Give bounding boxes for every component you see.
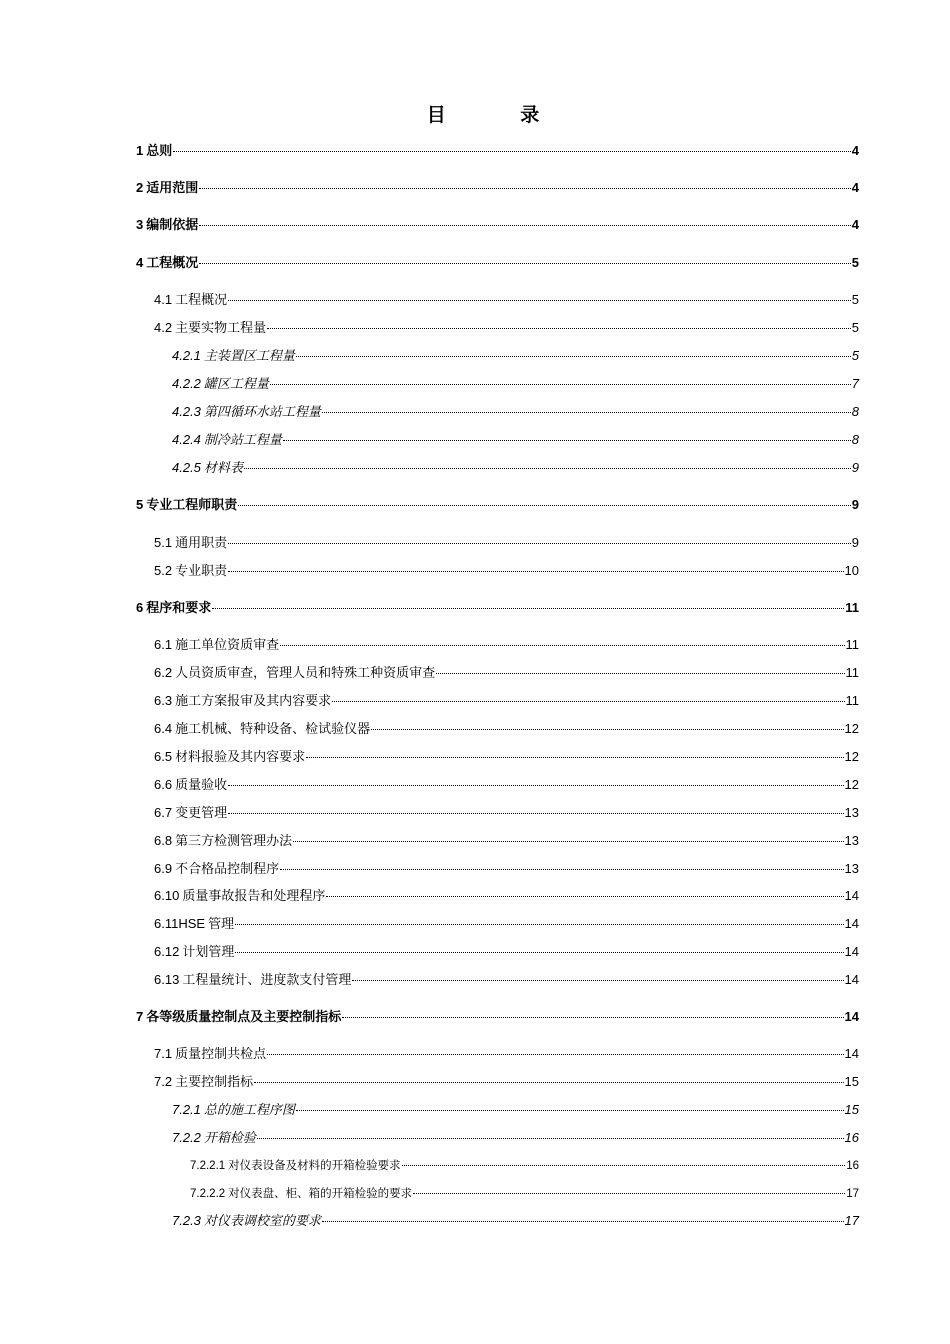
toc-entry-number: 6 [136, 600, 144, 615]
toc-dot-leader [199, 187, 851, 189]
toc-entry-number: 7.2.1 [172, 1102, 201, 1117]
toc-dot-leader [228, 542, 851, 544]
toc-entry-label: 第四循环水站工程量 [203, 404, 321, 419]
toc-page-number: 5 [851, 292, 859, 307]
toc-dot-leader [267, 327, 851, 329]
toc-dot-leader [280, 868, 843, 870]
toc-page-number: 14 [844, 888, 859, 903]
toc-entry-label: 工程概况 [175, 292, 228, 307]
toc-dot-leader [296, 1109, 844, 1111]
toc-entry[interactable] [136, 1007, 859, 1027]
toc-dot-leader [257, 1137, 844, 1139]
toc-entry[interactable] [154, 942, 859, 962]
toc-entry[interactable] [154, 803, 859, 823]
toc-entry-label: 各等级质量控制点及主要控制指标 [146, 1009, 342, 1024]
toc-page-number: 9 [851, 497, 859, 512]
toc-page-number: 9 [851, 535, 859, 550]
toc-entry-number: 4.2.2 [172, 376, 201, 391]
toc-page-number: 12 [844, 777, 859, 792]
toc-entry-number: 6.11HSE [154, 916, 206, 931]
toc-entry[interactable] [154, 859, 859, 879]
toc-entry[interactable] [154, 1044, 859, 1064]
toc-entry-label: 通用职责 [175, 535, 228, 550]
toc-page-number: 5 [851, 348, 859, 363]
toc-entry-label: 施工单位资质审查 [175, 637, 280, 652]
toc-dot-leader [296, 355, 851, 357]
toc-dot-leader [402, 1164, 846, 1166]
toc-entry-number: 6.4 [154, 721, 173, 736]
toc-page-number: 16 [844, 1130, 859, 1145]
toc-entry-label: 材料表 [203, 460, 243, 475]
toc-dot-leader [228, 784, 843, 786]
toc-page-number: 8 [851, 404, 859, 419]
toc-entry-number: 2 [136, 180, 144, 195]
toc-entry[interactable] [154, 663, 859, 683]
toc-dot-leader [306, 756, 843, 758]
toc-entry[interactable] [136, 253, 859, 273]
toc-dot-leader [322, 411, 851, 413]
toc-entry-label: 工程概况 [146, 255, 199, 270]
toc-entry[interactable] [154, 775, 859, 795]
toc-dot-leader [332, 700, 844, 702]
toc-entry[interactable] [172, 402, 859, 422]
toc-dot-leader [280, 644, 844, 646]
toc-entry-label: 总的施工程序图 [203, 1102, 295, 1117]
toc-entry-number: 4.2.4 [172, 432, 201, 447]
toc-entry[interactable] [154, 561, 859, 581]
toc-entry[interactable] [172, 374, 859, 394]
toc-entry[interactable] [154, 635, 859, 655]
toc-page-number: 9 [851, 460, 859, 475]
toc-entry-number: 7.2.2.2 [190, 1188, 226, 1200]
toc-entry-label: 主要实物工程量 [175, 320, 267, 335]
toc-page-number: 10 [844, 563, 859, 578]
toc-entry-number: 7.2 [154, 1074, 173, 1089]
toc-dot-leader [199, 224, 851, 226]
toc-page-number: 8 [851, 432, 859, 447]
toc-page-number: 5 [851, 320, 859, 335]
toc-page-number: 14 [844, 1046, 859, 1061]
toc-entry-label: 适用范围 [146, 180, 199, 195]
toc-entry-label: 开箱检验 [203, 1130, 256, 1145]
toc-entry-number: 4.2.3 [172, 404, 201, 419]
toc-dot-leader [326, 895, 843, 897]
toc-entry-label: 专业职责 [175, 563, 228, 578]
toc-entry-number: 6.3 [154, 693, 173, 708]
toc-entry-number: 6.13 [154, 972, 180, 987]
toc-entry-label: 计划管理 [182, 944, 235, 959]
toc-page-number: 4 [851, 180, 859, 195]
toc-entry[interactable] [172, 430, 859, 450]
toc-entry-number: 4 [136, 255, 144, 270]
toc-entry[interactable] [136, 495, 859, 515]
toc-entry[interactable] [154, 691, 859, 711]
toc-entry[interactable] [154, 831, 859, 851]
toc-page-number: 12 [844, 721, 859, 736]
toc-entry-number: 6.9 [154, 861, 173, 876]
toc-dot-leader [244, 467, 851, 469]
toc-dot-leader [413, 1192, 845, 1194]
toc-entry-label: 质量验收 [175, 777, 228, 792]
toc-entry-number: 4.2.5 [172, 460, 201, 475]
toc-page-number: 11 [845, 693, 859, 708]
toc-entry-label: 制冷站工程量 [203, 432, 282, 447]
toc-entry[interactable] [172, 458, 859, 478]
toc-entry-number: 1 [136, 143, 144, 158]
toc-page-number: 14 [844, 944, 859, 959]
toc-page-number: 14 [844, 916, 859, 931]
toc-entry-label: 质量事故报告和处理程序 [182, 888, 326, 903]
toc-entry-number: 7.1 [154, 1046, 173, 1061]
toc-entry-label: 质量控制共检点 [175, 1046, 267, 1061]
toc-entry-label: 主装置区工程量 [203, 348, 295, 363]
toc-entry-number: 6.8 [154, 833, 173, 848]
toc-entry[interactable] [172, 346, 859, 366]
toc-entry-label: 施工方案报审及其内容要求 [175, 693, 332, 708]
toc-entry[interactable] [154, 747, 859, 767]
toc-entry-number: 6.1 [154, 637, 173, 652]
toc-page-number: 14 [844, 1009, 859, 1024]
toc-entry[interactable] [154, 290, 859, 310]
toc-entry-number: 7.2.2 [172, 1130, 201, 1145]
toc-dot-leader [436, 672, 844, 674]
toc-entry[interactable] [154, 914, 859, 934]
toc-entry[interactable] [154, 318, 859, 338]
toc-entry[interactable] [154, 533, 859, 553]
toc-dot-leader [254, 1081, 843, 1083]
toc-page-number: 13 [844, 805, 859, 820]
toc-dot-leader [228, 299, 851, 301]
toc-page-number: 14 [844, 972, 859, 987]
toc-entry-number: 6.10 [154, 888, 180, 903]
toc-entry-label: 总则 [146, 143, 173, 158]
toc-entry[interactable] [136, 141, 859, 161]
toc-entry-label: 罐区工程量 [203, 376, 269, 391]
toc-entry-label: 对仪表盘、柜、箱的开箱检验的要求 [228, 1188, 413, 1200]
toc-entry-number: 6.12 [154, 944, 180, 959]
toc-entry-label: 材料报验及其内容要求 [175, 749, 306, 764]
toc-page-number: 7 [851, 376, 859, 391]
toc-page-number: 11 [845, 600, 859, 615]
toc-page-number: 17 [844, 1213, 859, 1228]
toc-entry-label: 管理 [208, 916, 235, 931]
toc-entry[interactable] [154, 719, 859, 739]
toc-page-number: 4 [851, 143, 859, 158]
toc-page-number: 5 [851, 255, 859, 270]
toc-page-number: 13 [844, 861, 859, 876]
toc-entry-number: 6.7 [154, 805, 173, 820]
toc-entry-number: 7.2.2.1 [190, 1160, 226, 1172]
toc-entry-label: 施工机械、特种设备、检试验仪器 [175, 721, 371, 736]
toc-dot-leader [212, 607, 844, 609]
toc-entry-label: 工程量统计、进度款支付管理 [182, 972, 352, 987]
toc-entry[interactable] [154, 886, 859, 906]
toc-entry[interactable] [136, 178, 859, 198]
toc-dot-leader [267, 1053, 843, 1055]
toc-entry-number: 5 [136, 497, 144, 512]
toc-dot-leader [235, 951, 843, 953]
toc-entry[interactable] [136, 598, 859, 618]
toc-page-number: 13 [844, 833, 859, 848]
toc-dot-leader [342, 1016, 843, 1018]
toc-dot-leader [173, 150, 851, 152]
toc-entry[interactable] [172, 1128, 859, 1148]
toc-entry-label: 主要控制指标 [175, 1074, 254, 1089]
toc-entry[interactable] [136, 215, 859, 235]
toc-entry-label: 不合格品控制程序 [175, 861, 280, 876]
toc-page-number: 15 [844, 1102, 859, 1117]
toc-dot-leader [293, 840, 843, 842]
page-title: 目 录 [426, 104, 574, 126]
toc-entry-number: 4.1 [154, 292, 173, 307]
toc-entry[interactable] [190, 1184, 859, 1204]
toc-dot-leader [228, 570, 843, 572]
toc-entry-number: 4.2.1 [172, 348, 201, 363]
toc-entry-number: 6.2 [154, 665, 173, 680]
toc-entry-label: 变更管理 [175, 805, 228, 820]
toc-dot-leader [228, 812, 843, 814]
toc-entry-label: 专业工程师职责 [146, 497, 238, 512]
toc-entry[interactable] [154, 1072, 859, 1092]
toc-page-number: 11 [845, 665, 859, 680]
toc-entry[interactable] [154, 970, 859, 990]
toc-page-number: 12 [844, 749, 859, 764]
toc-entry[interactable] [172, 1211, 859, 1231]
toc-dot-leader [352, 979, 843, 981]
toc-entry-number: 6.5 [154, 749, 173, 764]
toc-entry-label: 编制依据 [146, 217, 199, 232]
toc-entry-label: 人员资质审查，管理人员和特殊工种资质审查 [175, 665, 436, 680]
toc-page-number: 4 [851, 217, 859, 232]
toc-dot-leader [270, 383, 851, 385]
toc-dot-leader [238, 504, 851, 506]
toc-entry[interactable] [172, 1100, 859, 1120]
toc-dot-leader [199, 262, 851, 264]
toc-entry-number: 3 [136, 217, 144, 232]
toc-page-number: 17 [846, 1188, 859, 1200]
toc-dot-leader [371, 728, 843, 730]
toc-entry-label: 程序和要求 [146, 600, 212, 615]
toc-entry[interactable] [190, 1156, 859, 1176]
toc-entry-label: 对仪表设备及材料的开箱检验要求 [228, 1160, 401, 1172]
toc-dot-leader [322, 1220, 844, 1222]
toc-page-number: 11 [845, 637, 859, 652]
toc-page-number: 15 [844, 1074, 859, 1089]
toc-page-number: 16 [846, 1160, 859, 1172]
toc-entry-number: 5.1 [154, 535, 173, 550]
toc-entry-number: 7 [136, 1009, 144, 1024]
toc-dot-leader [235, 923, 843, 925]
toc-entry-label: 对仪表调校室的要求 [203, 1213, 321, 1228]
toc-entry-number: 4.2 [154, 320, 173, 335]
toc-entry-number: 7.2.3 [172, 1213, 201, 1228]
toc-entry-label: 第三方检测管理办法 [175, 833, 293, 848]
toc-entry-number: 5.2 [154, 563, 173, 578]
toc-entry-number: 6.6 [154, 777, 173, 792]
toc-dot-leader [283, 439, 851, 441]
